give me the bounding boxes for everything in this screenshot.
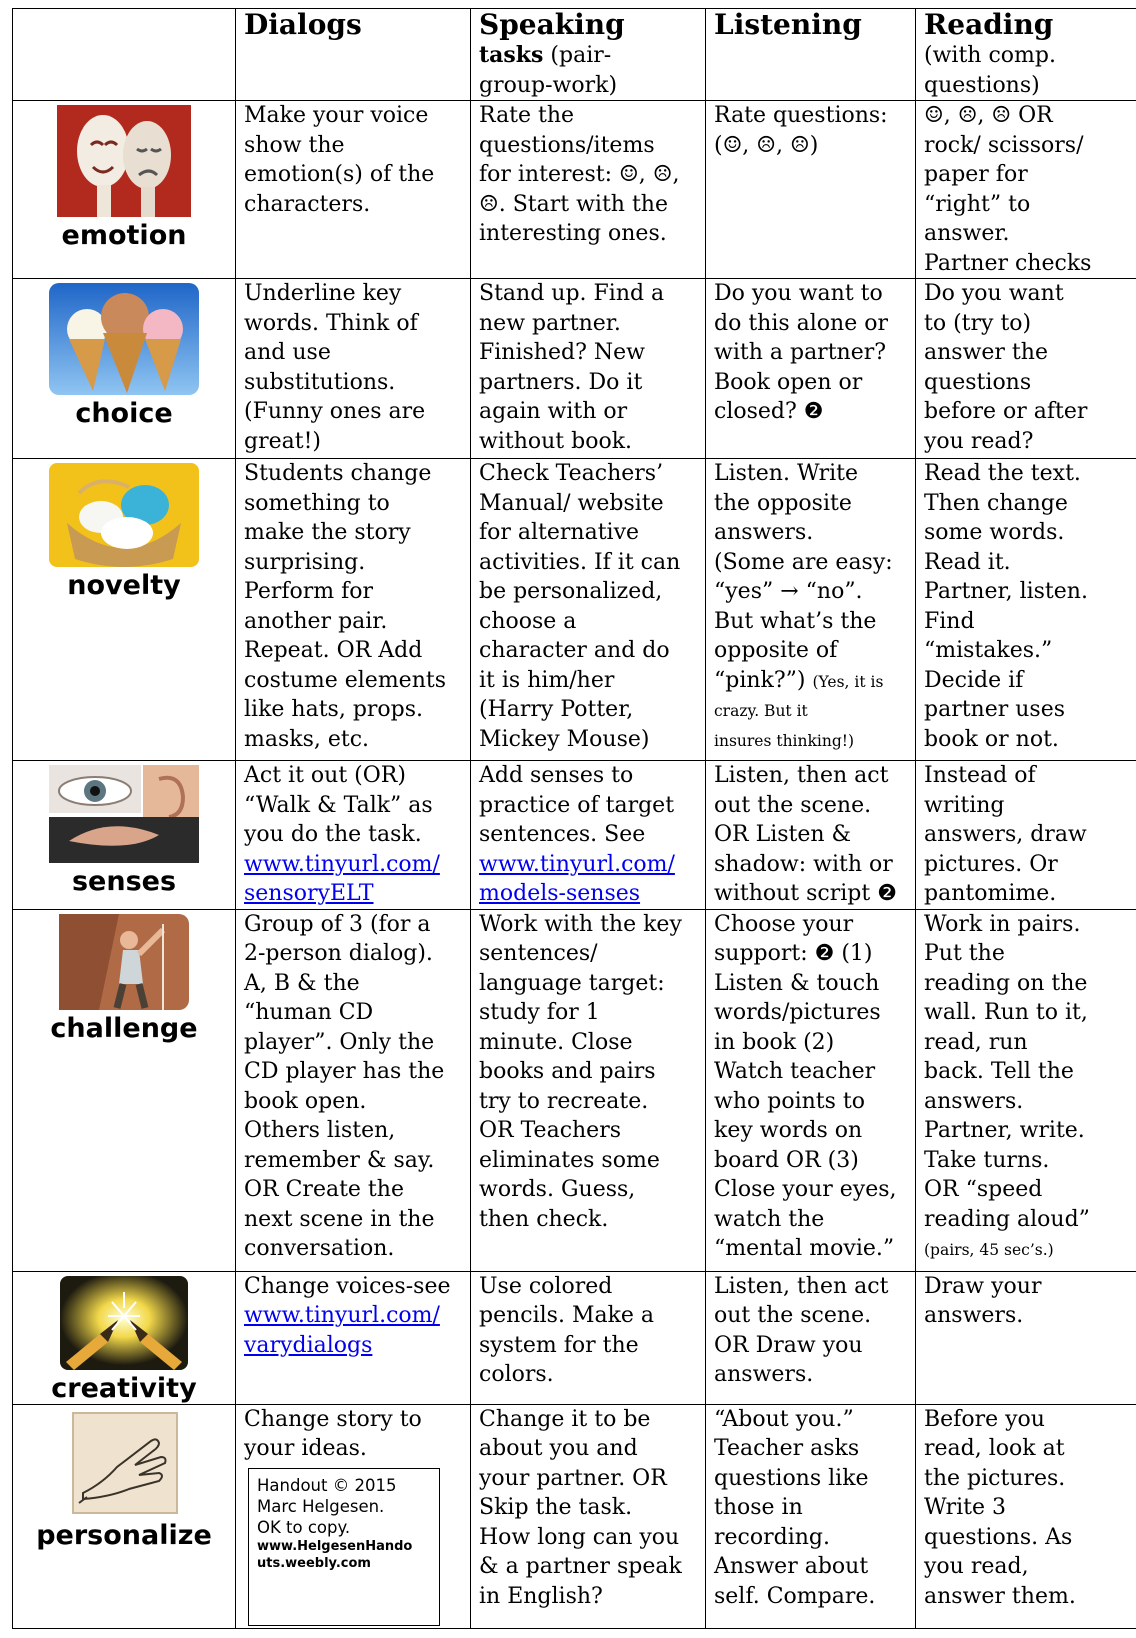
row-label: senses — [71, 866, 177, 897]
col-title: Listening — [714, 8, 862, 41]
cell-speaking: Use colored pencils. Make a system for the colors. — [471, 1271, 706, 1404]
listening-text: Listen. Write the opposite answers. (Some are easy: “yes” → “no”. But what’s the opposite of “pink?”) — [714, 461, 893, 693]
cell-speaking: Rate the questions/items for interest: ☺, ☹, ☹. Start with the interesting ones. — [471, 101, 706, 279]
row-label: emotion — [61, 220, 187, 251]
row-label: choice — [75, 398, 173, 429]
cell-reading: ☺, ☹, ☹ OR rock/ scissors/ paper for “right” to answer. Partner checks — [916, 101, 1136, 279]
masks-icon — [57, 105, 191, 217]
cell-dialogs: Group of 3 (for a 2-person dialog). A, B & the “human CD player”. Only the CD player has the book open. Others listen, remember & say. OR Create the next scene in the conversation. — [236, 909, 471, 1271]
cell-listening: Choose your support: ❷ (1) Listen & touch words/pictures in book (2) Watch teacher who points to key words on board OR (3) Close your eyes, watch the “mental movie.” — [706, 909, 916, 1271]
row-label-cell — [13, 101, 236, 279]
note-line: OK to copy. — [257, 1518, 351, 1537]
cell-dialogs — [236, 761, 471, 910]
cell-speaking: Check Teachers’ Manual/ website for alternative activities. If it can be personalized, choose a character and do it is him/her (Harry Potter, Mickey Mouse) — [471, 459, 706, 761]
row-label-cell — [13, 1271, 236, 1404]
cell-speaking — [471, 761, 706, 910]
cell-dialogs: Change story to your ideas. — [236, 1404, 471, 1628]
row-label-cell — [13, 909, 236, 1271]
cell-reading: Draw your answers. — [916, 1271, 1136, 1404]
row-label-cell — [13, 1404, 236, 1628]
col-title: Speaking — [479, 8, 625, 41]
cell-reading: Read the text. Then change some words. Read it. Partner, listen. Find “mistakes.” Decide if partner uses book or not. — [916, 459, 1136, 761]
note-website: www.HelgesenHando uts.weebly.com — [257, 1539, 413, 1571]
egg-basket-icon — [49, 463, 199, 567]
col-header-listening — [706, 9, 916, 101]
cell-listening — [706, 459, 916, 761]
listening-note: (Yes, it is crazy. But it insures thinking!) — [714, 672, 884, 750]
cell-reading: Do you want to (try to) answer the questions before or after you read? — [916, 279, 1136, 459]
cell-reading — [916, 909, 1136, 1271]
note-line: Handout © 2015 — [257, 1476, 397, 1495]
col-header-dialogs — [236, 9, 471, 101]
header-row — [13, 9, 1136, 101]
models-senses-link[interactable]: www.tinyurl.com/ models-senses — [479, 851, 675, 906]
col-subtitle: (with comp. questions) — [924, 43, 1056, 98]
cell-dialogs: Make your voice show the emotion(s) of the characters. — [236, 101, 471, 279]
col-header-speaking — [471, 9, 706, 101]
col-title: Dialogs — [244, 8, 362, 41]
reading-note: (pairs, 45 sec’s.) — [924, 1241, 1054, 1259]
cell-listening: Do you want to do this alone or with a partner? Book open or closed? ❷ — [706, 279, 916, 459]
eye-ear-hands-icon — [49, 765, 199, 863]
row-label: novelty — [67, 570, 181, 601]
table-row — [13, 101, 1136, 279]
col-subtitle: (pair- group-work) — [479, 43, 618, 98]
cell-dialogs: Students change something to make the story surprising. Perform for another pair. Repeat. OR Add costume elements like hats, props. masks, etc. — [236, 459, 471, 761]
varydialogs-link[interactable]: www.tinyurl.com/ varydialogs — [244, 1303, 440, 1358]
reading-text: Work in pairs. Put the reading on the wall. Run to it, read, run back. Tell the answers. Partner, write. Take turns. OR “speed reading aloud” — [924, 911, 1090, 1232]
pencils-spark-icon — [60, 1276, 188, 1370]
cell-speaking: Change it to be about you and your partner. OR Skip the task. How long can you & a partner speak in English? — [471, 1404, 706, 1628]
cell-reading: Before you read, look at the pictures. Write 3 questions. As you read, answer them. — [916, 1404, 1136, 1628]
note-line: Marc Helgesen. — [257, 1497, 385, 1516]
table-row — [13, 1404, 1136, 1628]
copyright-note — [248, 1468, 440, 1626]
col-title: Reading — [924, 8, 1054, 41]
corner-cell — [13, 9, 236, 101]
activity-table — [12, 8, 1136, 1629]
col-subtitle-bold: tasks — [479, 42, 544, 68]
row-label-cell — [13, 761, 236, 910]
ice-cream-icon — [49, 283, 199, 395]
cell-listening: “About you.” Teacher asks questions like those in recording. Answer about self. Compare. — [706, 1404, 916, 1628]
cell-reading: Instead of writing answers, draw pictures. Or pantomime. — [916, 761, 1136, 910]
row-label: personalize — [36, 1519, 212, 1551]
row-label-cell — [13, 279, 236, 459]
cell-speaking: Work with the key sentences/ language target: study for 1 minute. Close books and pairs try to recreate. OR Teachers eliminates some words. Guess, then check. — [471, 909, 706, 1271]
row-label: challenge — [50, 1012, 198, 1044]
table-row — [13, 909, 1136, 1271]
row-label: creativity — [51, 1372, 197, 1404]
climber-icon — [59, 914, 189, 1010]
cell-listening: Rate questions: (☺, ☹, ☹) — [706, 101, 916, 279]
cell-speaking: Stand up. Find a new partner. Finished? New partners. Do it again with or without book. — [471, 279, 706, 459]
speaking-text: Add senses to practice of target sentences. See — [479, 763, 675, 847]
row-label-cell — [13, 459, 236, 761]
table-row — [13, 459, 1136, 761]
cell-listening: Listen, then act out the scene. OR Listen & shadow: with or without script ❷ — [706, 761, 916, 910]
hand-block-icon — [65, 1409, 183, 1517]
table-row — [13, 761, 1136, 910]
table-row — [13, 1271, 1136, 1404]
cell-dialogs: Underline key words. Think of and use substitutions. (Funny ones are great!) — [236, 279, 471, 459]
table-row — [13, 279, 1136, 459]
cell-listening: Listen, then act out the scene. OR Draw you answers. — [706, 1271, 916, 1404]
dialogs-text: Change voices-see — [244, 1273, 451, 1299]
col-header-reading — [916, 9, 1136, 101]
dialogs-text: Act it out (OR) “Walk & Talk” as you do the task. — [244, 763, 433, 847]
sensory-elt-link[interactable]: www.tinyurl.com/ sensoryELT — [244, 851, 440, 906]
cell-dialogs — [236, 1271, 471, 1404]
